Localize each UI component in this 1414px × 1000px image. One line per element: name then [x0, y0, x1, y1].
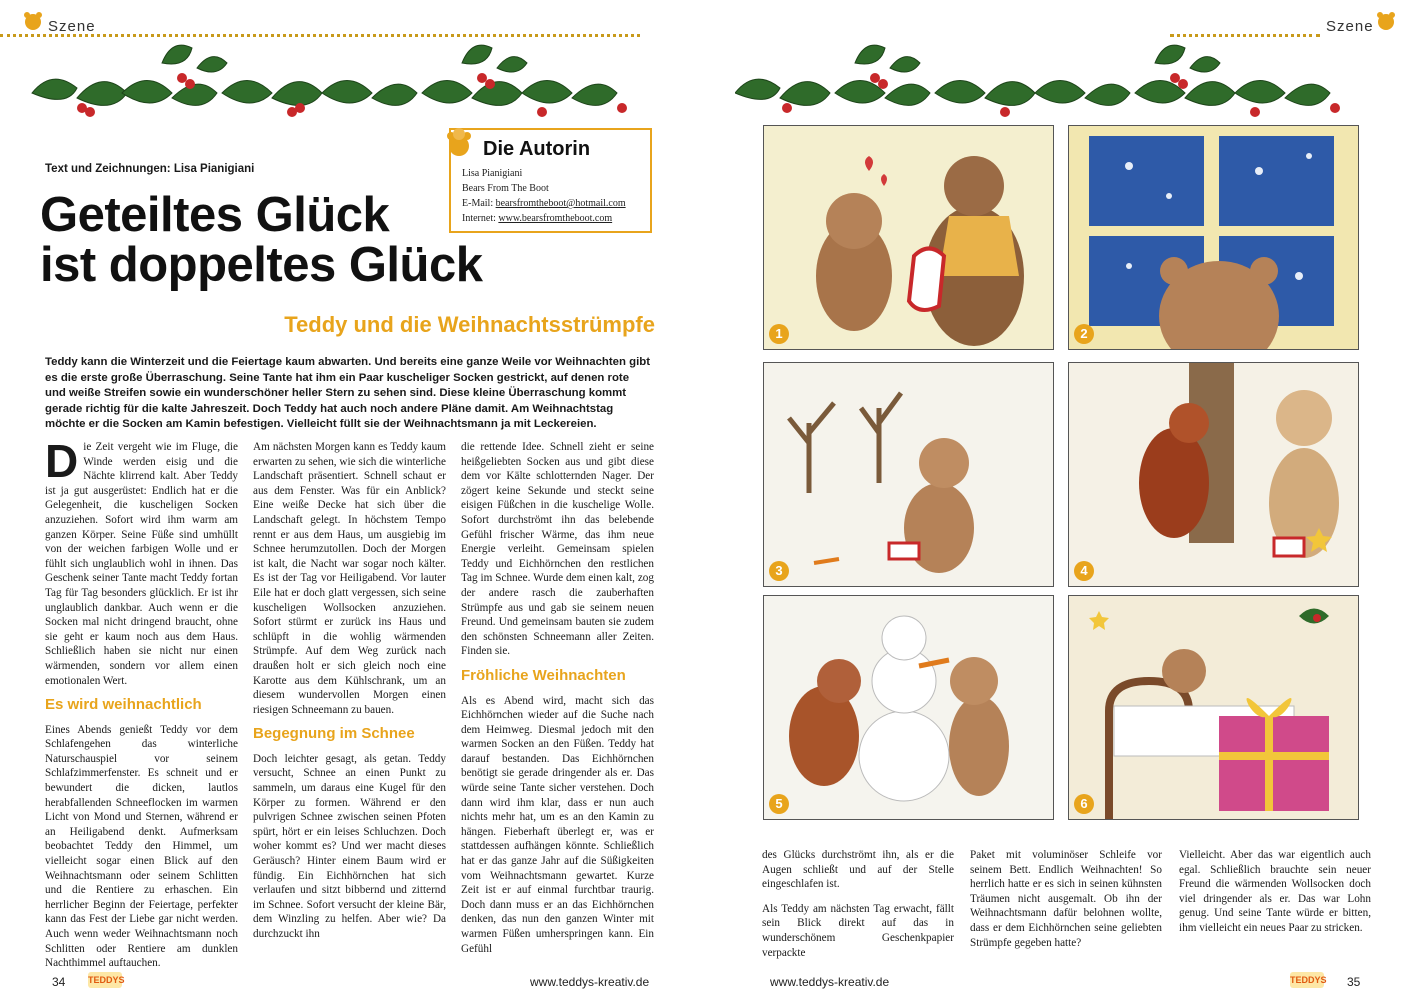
author-box — [449, 128, 652, 233]
internet-label: Internet: — [462, 213, 496, 224]
author-box-title: Die Autorin — [483, 138, 591, 160]
teddy-and-squirrel-illustration-icon — [1069, 363, 1359, 587]
byline: Text und Zeichnungen: Lisa Pianigiani — [45, 163, 255, 175]
right-footer-logo: TEDDYS — [1290, 972, 1324, 988]
paragraph: Doch leichter gesagt, als getan. Teddy versucht, Schnee an einen Punkt zu sammeln, um daraus eine Kugel für den Körper zu formen. Während er den pulvrigen Schnee zwischen seinen Pfoten spürt, hört er ein leises Schluchzen. Doch woher kommt es? Und wer macht dieses Geräusch? Hinter einem Baum wird er fündig. Ein Eichhörnchen hat sich verlaufen und sitzt bibbernd und zitternd im Schnee. Sofort versucht der kleine Bär, dem Winzling zu helfen. Aber wie? Da durchzuckt ihn — [253, 752, 446, 940]
section-heading: Begegnung im Schnee — [253, 725, 415, 743]
teddies-with-sock-illustration-icon — [764, 126, 1054, 350]
paragraph: Paket mit voluminöser Schleife vor seinem Bett. Endlich Weihnachten! So herrlich hatte er es sich in seinen kühnsten Träumen nicht ausgemalt. Ob ihn der Weihnachtsmann dafür belohnen wollte, dass er dem Eichhörnchen seine geliebten Strümpfe gegeben hatte? — [970, 849, 1162, 949]
panel-number-badge: 2 — [1074, 324, 1094, 344]
section-label-right: Szene — [1326, 18, 1374, 35]
section-heading: Es wird weihnachtlich — [45, 696, 202, 714]
teddy-in-bed-with-present-illustration-icon — [1069, 596, 1359, 820]
paragraph: Eines Abends genießt Teddy vor dem Schlafengehen das winterliche Naturschauspiel vor seinem Schlafzimmerfenster. Es schneit und er bewundert die dicken, lautlos herabfallenden Schneeflocken im warmen Licht von Mond und Sternen, während er an Heiligabend denkt. Aufmerksam beobachtet Teddy den Himmel, um vielleicht sogar einen Blick auf den Weihnachtsmann oder seinem Schlitten und die Rentiere zu erhaschen. Ein herrlicher Beginn der Feiertage, perfekter kann das Fest der Liebe gar nicht werden. Auch wenn weder Weihnachtsmann noch Schlitten oder Rentiere am dunklen Nachthimmel auftauchen. — [45, 723, 238, 970]
author-internet-row — [462, 213, 612, 224]
holly-garland-right-icon — [735, 38, 1375, 138]
left-footer-url[interactable]: www.teddys-kreativ.de — [530, 975, 650, 989]
panel-number-badge: 6 — [1074, 794, 1094, 814]
teddy-at-window-illustration-icon — [1069, 126, 1359, 350]
header-dotted-rule-left — [0, 34, 640, 37]
panel-number-badge: 5 — [769, 794, 789, 814]
article-column-1 — [45, 435, 238, 971]
paragraph: Am nächsten Morgen kann es Teddy kaum erwarten zu sehen, wie sich die winterliche Landschaft präsentiert. Schnell schaut er aus dem Fenster. Was für ein Anblick? Eine weiße Decke hat sich über die Landschaft gelegt. In höchstem Tempo rennt er aus dem Haus, um ausgiebig im Schnee herumzutollen. Doch der Morgen ist kalt, die Nacht war sogar noch kälter. Es ist der Tag vor Heiligabend. Vor lauter Eile hat er doch glatt vergessen, sich seine kuscheligen Wollsocken anzuziehen. Sofort stürmt er zurück ins Haus und schlüpft in die wohlig wärmenden Strümpfe. Auf dem Weg zurück nach draußen holt er sich gleich noch eine Karotte aus dem Kühlschrank, um an diesem wundervollen Morgen einen riesigen Schneemann zu bauen. — [253, 441, 446, 716]
email-link[interactable]: bearsfromtheboot@hotmail.com — [495, 198, 626, 209]
comic-panel-3 — [763, 362, 1054, 587]
comic-panel-2 — [1068, 125, 1359, 350]
article-column-right-2 — [970, 848, 1162, 960]
right-header-logo-icon — [1375, 8, 1397, 32]
paragraph: Als Teddy am nächsten Tag erwacht, fällt sein Blick direkt auf das in wunderschönem Geschenkpapier verpackte — [762, 902, 954, 959]
snowman-illustration-icon — [764, 596, 1054, 820]
paragraph: die rettende Idee. Schnell zieht er seine heißgeliebten Socken aus und gibt diese dem vor Kälte schlotternden Nager. Der zögert keine Sekunde und steckt seine eisigen Füßchen in die kuschelige Wolle. Sofort durchströmt ihn das belebende Gefühl frischer Wärme, das ihm neue Energie verleiht. Gemeinsam spielen Teddy und Eichhörnchen den restlichen Tag im Schnee. Wurde dem einen kalt, zog der andere rasch die zauberhaften Strümpfe aus und gab sie seinem neuen Freund. Und gemeinsam bauten sie zudem den schönsten Schneemann aller Zeiten. Finden sie. — [461, 441, 654, 658]
comic-panel-1 — [763, 125, 1054, 350]
article-column-3 — [461, 440, 654, 956]
comic-panel-5 — [763, 595, 1054, 820]
internet-link[interactable]: www.bearsfromtheboot.com — [498, 213, 613, 224]
left-header-logo-icon — [22, 8, 44, 32]
panel-number-badge: 4 — [1074, 561, 1094, 581]
subtitle: Teddy und die Weihnachtsstrümpfe — [284, 312, 655, 337]
teddy-logo-icon — [445, 124, 473, 160]
left-page-number: 34 — [52, 975, 66, 989]
title-line-1: Geteiltes Glück — [40, 188, 390, 242]
header-dotted-rule-right — [1170, 34, 1320, 37]
drop-cap: D — [45, 435, 79, 487]
section-label-left: Szene — [48, 18, 96, 35]
paragraph: Als es Abend wird, macht sich das Eichhörnchen wieder auf die Suche nach dem Heimweg. Diesmal jedoch mit den warmen Socken an den Füßen. Teddy hat darauf bestanden. Das Eichhörnchen benötigt sie gerade dringender als er. Das würde seine Tante sicher verstehen. Doch dann wird ihm klar, dass er nun auch nichts mehr hat, um es an den Kamin zu hängen. Fieberhaft überlegt er, was er stattdessen aufhängen könnte. Schließlich hat er das ganze Jahr auf die Süßigkeiten vom Weihnachtsmann gewartet. Kurze Zeit ist er auf einmal furchtbar traurig. Doch dann muss er an das Eichhörnchen denken, das nun den ganzen Winter mit warmen Füßen umherspringen kann. Ein Gefühl — [461, 694, 654, 955]
comic-panel-6 — [1068, 595, 1359, 820]
article-column-right-1 — [762, 848, 954, 970]
email-label: E-Mail: — [462, 198, 494, 209]
teddy-in-snow-illustration-icon — [764, 363, 1054, 587]
panel-number-badge: 3 — [769, 561, 789, 581]
right-page-number: 35 — [1347, 975, 1361, 989]
author-email-row — [462, 198, 626, 209]
left-footer-logo: TEDDYS — [88, 972, 122, 988]
paragraph: Die Zeit vergeht wie im Fluge, die Winde werden eisig und die Nächte klirrend kalt. Aber Teddy ist ja gut ausgerüstet: Endlich hat er die Gelegenheit, die kuscheligen Socken anzuziehen. Sofort wird ihm warm am ganzen Körper. Seine Füße sind umhüllt von der weichen farbigen Wolle und er fühlt sich unglaublich wohl in ihnen. Das Geschenk seiner Tante macht Teddy fortan Tag für Tag besonders glücklich. Er ist ihr unglaublich dankbar. Auch wenn er die Socken mal nicht dringend braucht, ohne sie geht er kaum noch aus dem Haus. Schließlich haben sie nicht nur einen wärmenden, sondern vor allem einen emotionalen Wert. — [45, 435, 238, 687]
section-heading: Fröhliche Weihnachten — [461, 666, 626, 684]
article-column-right-3 — [1179, 848, 1371, 946]
paragraph: Vielleicht. Aber das war eigentlich auch egal. Schließlich brauchte sein neuer Freund die wärmenden Wollsocken doch viel dringender als er. Das war Lohn genug. Und seine Tante würde er bitten, ihm vielleicht ein neues Paar zu stricken. — [1179, 849, 1371, 934]
holly-garland-left-icon — [22, 38, 662, 138]
paragraph: des Glücks durchströmt ihn, als er die Augen schließt und auf der Stelle eingeschlafen ist. — [762, 849, 954, 891]
author-company: Bears From The Boot — [462, 183, 549, 194]
title-line-2: ist doppeltes Glück — [40, 238, 483, 292]
lead-paragraph: Teddy kann die Winterzeit und die Feiertage kaum abwarten. Und bereits eine ganze Weile vor Weihnachten gibt es die erste große Überraschung. Seine Tante hat ihm ein Paar kuscheliger Socken gestrickt, auf denen rote und weiße Streifen sowie ein wunderschöner heller Stern zu sehen sind. Diese kleine Überraschung kommt gerade richtig für die kalte Jahreszeit. Doch Teddy hat auch noch andere Pläne damit. Am Weihnachtstag möchte er die Socken am Kamin befestigen. Vielleicht füllt sie der Weihnachtsmann ja mit Leckereien. — [45, 356, 650, 431]
panel-number-badge: 1 — [769, 324, 789, 344]
author-name: Lisa Pianigiani — [462, 168, 523, 179]
comic-panel-4 — [1068, 362, 1359, 587]
article-column-2 — [253, 440, 446, 942]
right-footer-url[interactable]: www.teddys-kreativ.de — [770, 975, 890, 989]
